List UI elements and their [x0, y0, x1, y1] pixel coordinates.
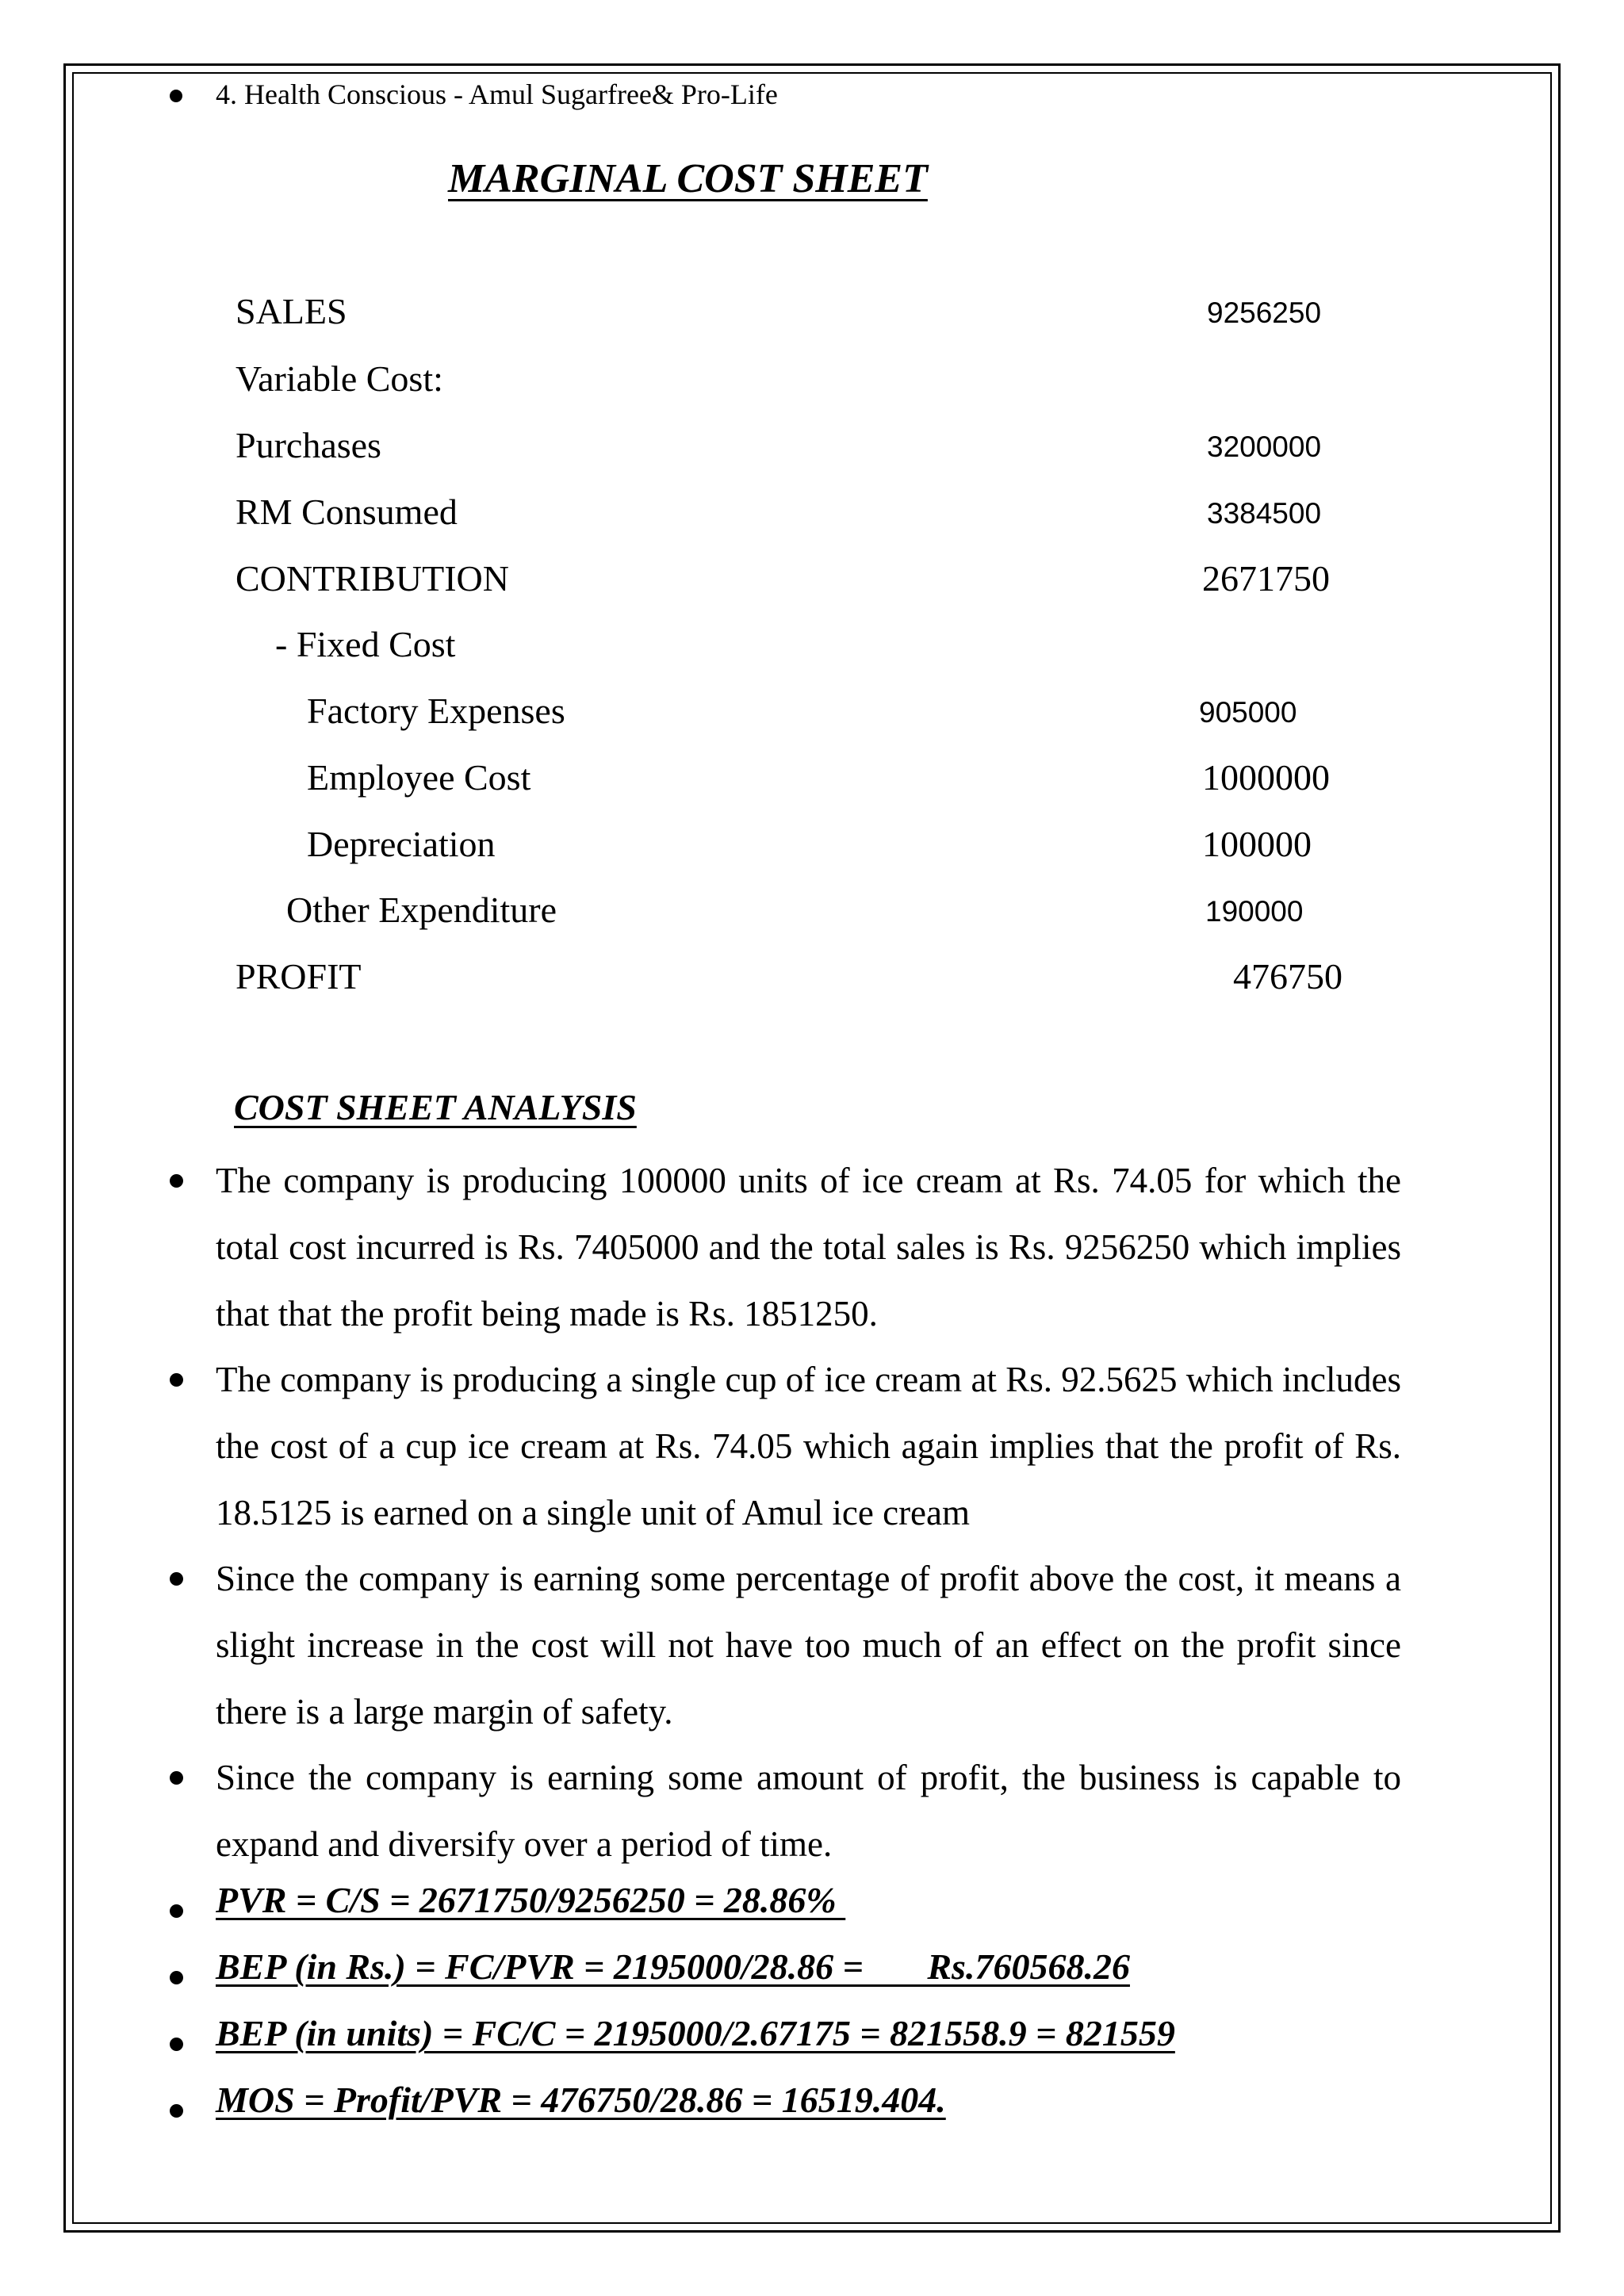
bullet-icon	[170, 1904, 183, 1918]
bullet-icon	[170, 1971, 183, 1984]
cost-label: Purchases	[236, 425, 381, 465]
cost-value: 1000000	[1202, 757, 1330, 798]
formula-bep-units: BEP (in units) = FC/C = 2195000/2.67175 = 821558.9 = 821559	[216, 2013, 1175, 2053]
cost-row-variable-cost	[0, 358, 1624, 421]
cost-value: 2671750	[1202, 558, 1330, 599]
bullet-icon	[170, 1771, 183, 1785]
cost-row-depreciation	[0, 823, 1624, 886]
cost-value: 9256250	[1207, 297, 1322, 329]
cost-label: Variable Cost:	[236, 358, 443, 399]
cost-label: RM Consumed	[236, 492, 458, 532]
analysis-heading: COST SHEET ANALYSIS	[234, 1087, 637, 1127]
cost-value: 476750	[1233, 956, 1342, 997]
cost-row-fixed-cost	[0, 623, 1624, 687]
cost-value: 905000	[1199, 696, 1297, 729]
cost-value: 3384500	[1207, 497, 1322, 530]
cost-label: PROFIT	[236, 956, 362, 997]
cost-row-profit	[0, 955, 1624, 1019]
cost-label: Factory Expenses	[307, 691, 565, 731]
cost-value: 100000	[1202, 824, 1312, 864]
cost-row-employee-cost	[0, 756, 1624, 820]
bullet-icon	[170, 1572, 183, 1586]
cost-row-other-expenditure	[0, 889, 1624, 952]
formula-mos: MOS = Profit/PVR = 476750/28.86 = 16519.404.	[216, 2080, 946, 2120]
bullet-icon	[170, 90, 182, 102]
page-title: MARGINAL COST SHEET	[448, 156, 928, 201]
cost-label: - Fixed Cost	[275, 624, 456, 664]
bullet-icon	[170, 2038, 183, 2051]
analysis-point: The company is producing a single cup of ice cream at Rs. 92.5625 which includes the cost of a cup ice cream at Rs. 74.05 which again implies that the profit of Rs. 18.5125 is earned on a single unit of Amul ice cream	[216, 1360, 1401, 1533]
analysis-point: The company is producing 100000 units of ice cream at Rs. 74.05 for which the total cost incurred is Rs. 7405000 and the total sales is Rs. 9256250 which implies that that the profit being made is Rs. 1851250.	[216, 1161, 1401, 1334]
header-bullet-text: 4. Health Conscious - Amul Sugarfree& Pro-Life	[216, 78, 778, 110]
cost-value: 190000	[1205, 895, 1304, 928]
cost-row-sales	[0, 290, 1624, 354]
bullet-icon	[170, 1174, 183, 1188]
formula-bep-rs: BEP (in Rs.) = FC/PVR = 2195000/28.86 = Rs.760568.26	[216, 1946, 1130, 1987]
cost-label: Employee Cost	[307, 757, 531, 798]
cost-label: Depreciation	[307, 824, 496, 864]
bullet-icon	[170, 1373, 183, 1387]
cost-row-rm-consumed	[0, 491, 1624, 554]
bullet-icon	[170, 2104, 183, 2118]
cost-row-factory-expenses	[0, 690, 1624, 753]
cost-label: CONTRIBUTION	[236, 558, 509, 599]
cost-label: SALES	[236, 291, 347, 331]
cost-row-contribution	[0, 557, 1624, 621]
cost-row-purchases	[0, 424, 1624, 488]
formula-pvr: PVR = C/S = 2671750/9256250 = 28.86%	[216, 1880, 846, 1920]
cost-label: Other Expenditure	[286, 890, 557, 930]
analysis-point: Since the company is earning some amount of profit, the business is capable to expand and diversify over a period of time.	[216, 1758, 1401, 1864]
cost-value: 3200000	[1207, 430, 1322, 463]
analysis-point: Since the company is earning some percentage of profit above the cost, it means a slight increase in the cost will not have too much of an effect on the profit since there is a large margin of safety.	[216, 1559, 1401, 1732]
